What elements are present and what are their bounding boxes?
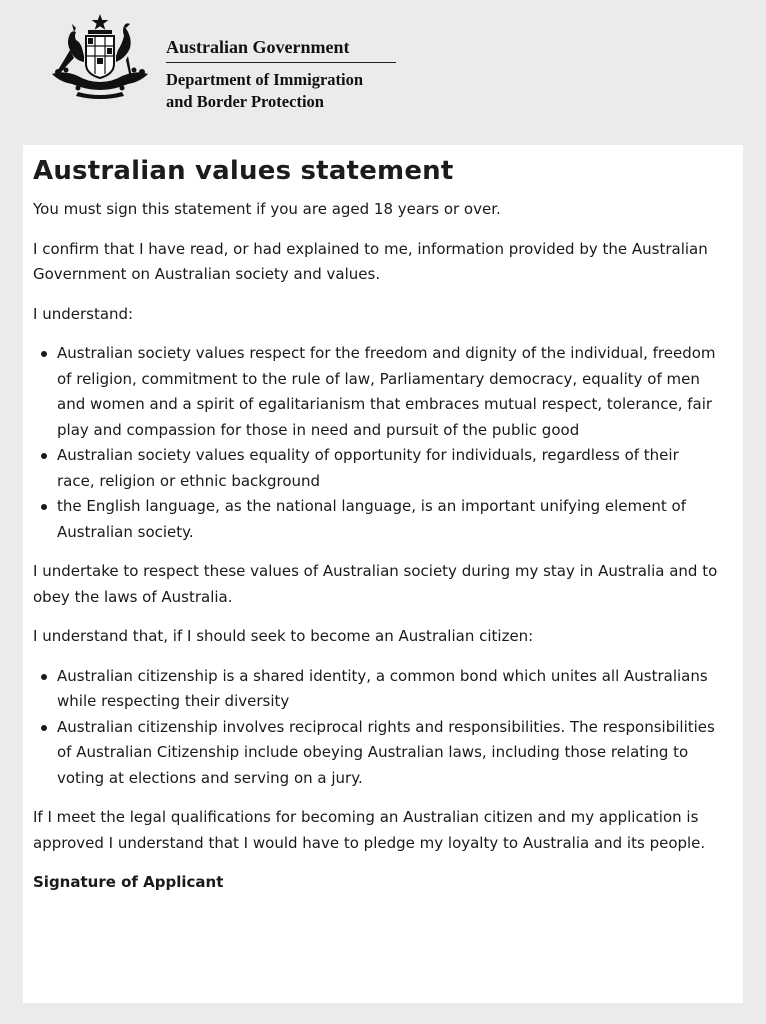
- intro-paragraph: You must sign this statement if you are aged 18 years or over.: [33, 200, 501, 218]
- department-line-1: Department of Immigration: [166, 70, 364, 89]
- citizenship-list: [33, 664, 721, 792]
- list-item: Australian society values respect for the freedom and dignity of the individual, freedom of religion, commitment to the rule of law, Parliamentary democracy, equality of men and women and a spirit of egalitarianism that embraces mutual respect, tolerance, fair play and compassion for those in need and pursuit of the public good: [57, 341, 721, 443]
- pledge-paragraph: If I meet the legal qualifications for becoming an Australian citizen and my application is approved I understand that I would have to pledge my loyalty to Australia and its people.: [33, 808, 706, 852]
- page-header: [0, 0, 766, 140]
- government-name: Australian Government: [166, 36, 396, 63]
- page-title: Australian values statement: [33, 156, 454, 186]
- department-line-2: and Border Protection: [166, 92, 324, 111]
- list-item: Australian citizenship is a shared identity, a common bond which unites all Australians while respecting their diversity: [57, 664, 721, 715]
- confirm-paragraph: I confirm that I have read, or had explained to me, information provided by the Australian Government on Australian society and values.: [33, 239, 708, 283]
- coat-of-arms-icon: [44, 12, 156, 100]
- list-item: Australian society values equality of opportunity for individuals, regardless of their race, religion or ethnic background: [57, 443, 721, 494]
- understand-label: I understand:: [33, 304, 134, 323]
- statement-card: [23, 145, 743, 1003]
- list-item: the English language, as the national language, is an important unifying element of Australian society.: [57, 494, 721, 545]
- list-item: Australian citizenship involves reciprocal rights and responsibilities. The responsibilities of Australian Citizenship include obeying Australian laws, including those relating to voting at elections and serving on a jury.: [57, 715, 721, 792]
- undertake-paragraph: I undertake to respect these values of Australian society during my stay in Australia and to obey the laws of Australia.: [33, 562, 718, 606]
- government-wordmark: [166, 36, 406, 113]
- citizen-label: I understand that, if I should seek to become an Australian citizen:: [33, 627, 534, 645]
- signature-label: Signature of Applicant: [33, 873, 224, 891]
- department-name: [166, 69, 406, 113]
- values-list: [33, 341, 721, 545]
